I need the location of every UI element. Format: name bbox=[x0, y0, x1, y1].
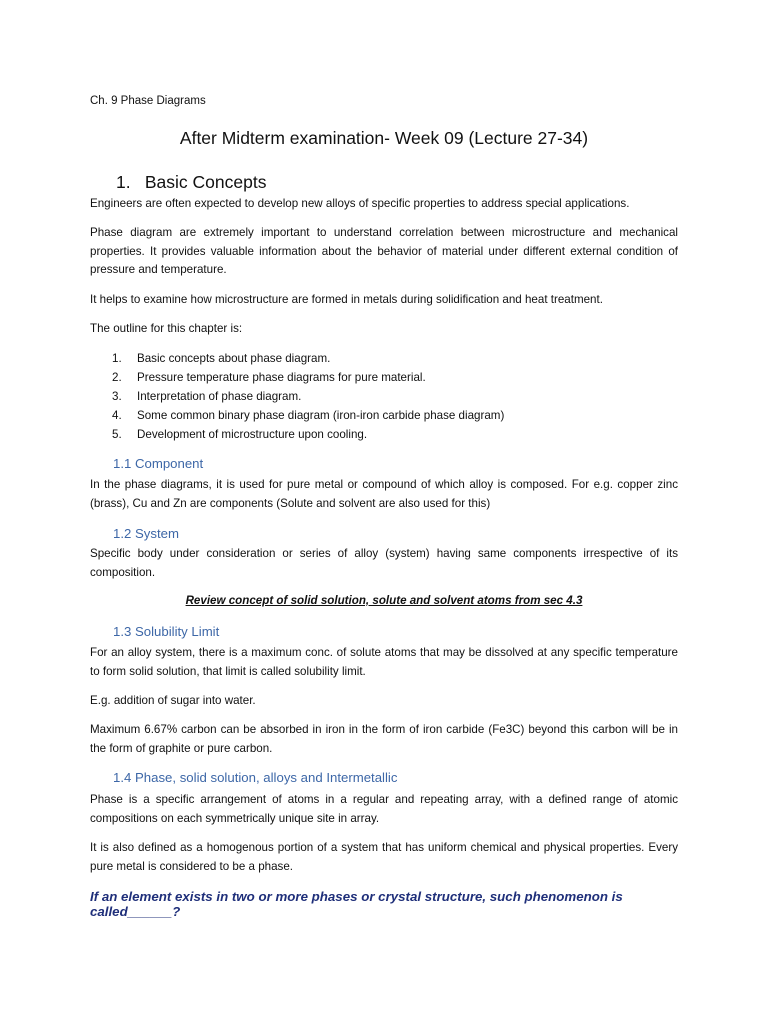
subsection-heading-phase: 1.4 Phase, solid solution, alloys and Intermetallic bbox=[113, 770, 398, 785]
list-item: 3. Interpretation of phase diagram. bbox=[112, 390, 302, 403]
paragraph-component: In the phase diagrams, it is used for pure metal or compound of which alloy is composed. For e.g. copper zinc (brass), Cu and Zn are components (Solute and solvent are also used for this) bbox=[90, 478, 678, 510]
paragraph-microstructure: It helps to examine how microstructure are formed in metals during solidification and heat treatment. bbox=[90, 293, 603, 306]
paragraph-phase-diagram: Phase diagram are extremely important to understand correlation between microstructure and mechanical properties. It provides valuable information about the behavior of material under different external condition of pressure and temperature. bbox=[90, 226, 678, 276]
paragraph-phase-definition: It is also defined as a homogenous portion of a system that has uniform chemical and physical properties. Every pure metal is considered to be a phase. bbox=[90, 841, 678, 873]
chapter-label: Ch. 9 Phase Diagrams bbox=[90, 95, 206, 107]
paragraph-solubility-limit: For an alloy system, there is a maximum conc. of solute atoms that may be dissolved at any specific temperature to form solid solution, that limit is called solubility limit. bbox=[90, 646, 678, 678]
page-title: After Midterm examination- Week 09 (Lecture 27-34) bbox=[179, 128, 589, 148]
subsection-heading-component: 1.1 Component bbox=[113, 456, 204, 471]
paragraph-example: E.g. addition of sugar into water. bbox=[90, 694, 256, 707]
section-title: Basic Concepts bbox=[144, 172, 267, 192]
question-text: If an element exists in two or more phases or crystal structure, such phenomenon is called______? bbox=[90, 889, 623, 919]
subsection-heading-solubility-limit: 1.3 Solubility Limit bbox=[113, 624, 220, 639]
section-number: 1. bbox=[116, 172, 131, 192]
paragraph-intro: Engineers are often expected to develop new alloys of specific properties to address special applications. bbox=[90, 197, 630, 210]
list-item: 5. Development of microstructure upon cooling. bbox=[112, 428, 368, 441]
paragraph-system: Specific body under consideration or series of alloy (system) having same components irrespective of its composition. bbox=[90, 547, 678, 579]
paragraph-phase: Phase is a specific arrangement of atoms in a regular and repeating array, with a defined range of atomic compositions on each symmetrically unique site in array. bbox=[90, 793, 678, 825]
outline-list bbox=[112, 349, 672, 444]
paragraph-outline-intro: The outline for this chapter is: bbox=[90, 322, 243, 335]
section-heading-basic-concepts bbox=[116, 172, 266, 193]
list-item: 4. Some common binary phase diagram (iron-iron carbide phase diagram) bbox=[112, 409, 505, 422]
review-note: Review concept of solid solution, solute and solvent atoms from sec 4.3 bbox=[185, 594, 583, 607]
list-item: 1. Basic concepts about phase diagram. bbox=[112, 352, 331, 365]
subsection-heading-system: 1.2 System bbox=[113, 526, 179, 541]
list-item: 2. Pressure temperature phase diagrams for pure material. bbox=[112, 371, 426, 384]
paragraph-carbon: Maximum 6.67% carbon can be absorbed in iron in the form of iron carbide (Fe3C) beyond this carbon will be in the form of graphite or pure carbon. bbox=[90, 723, 678, 755]
